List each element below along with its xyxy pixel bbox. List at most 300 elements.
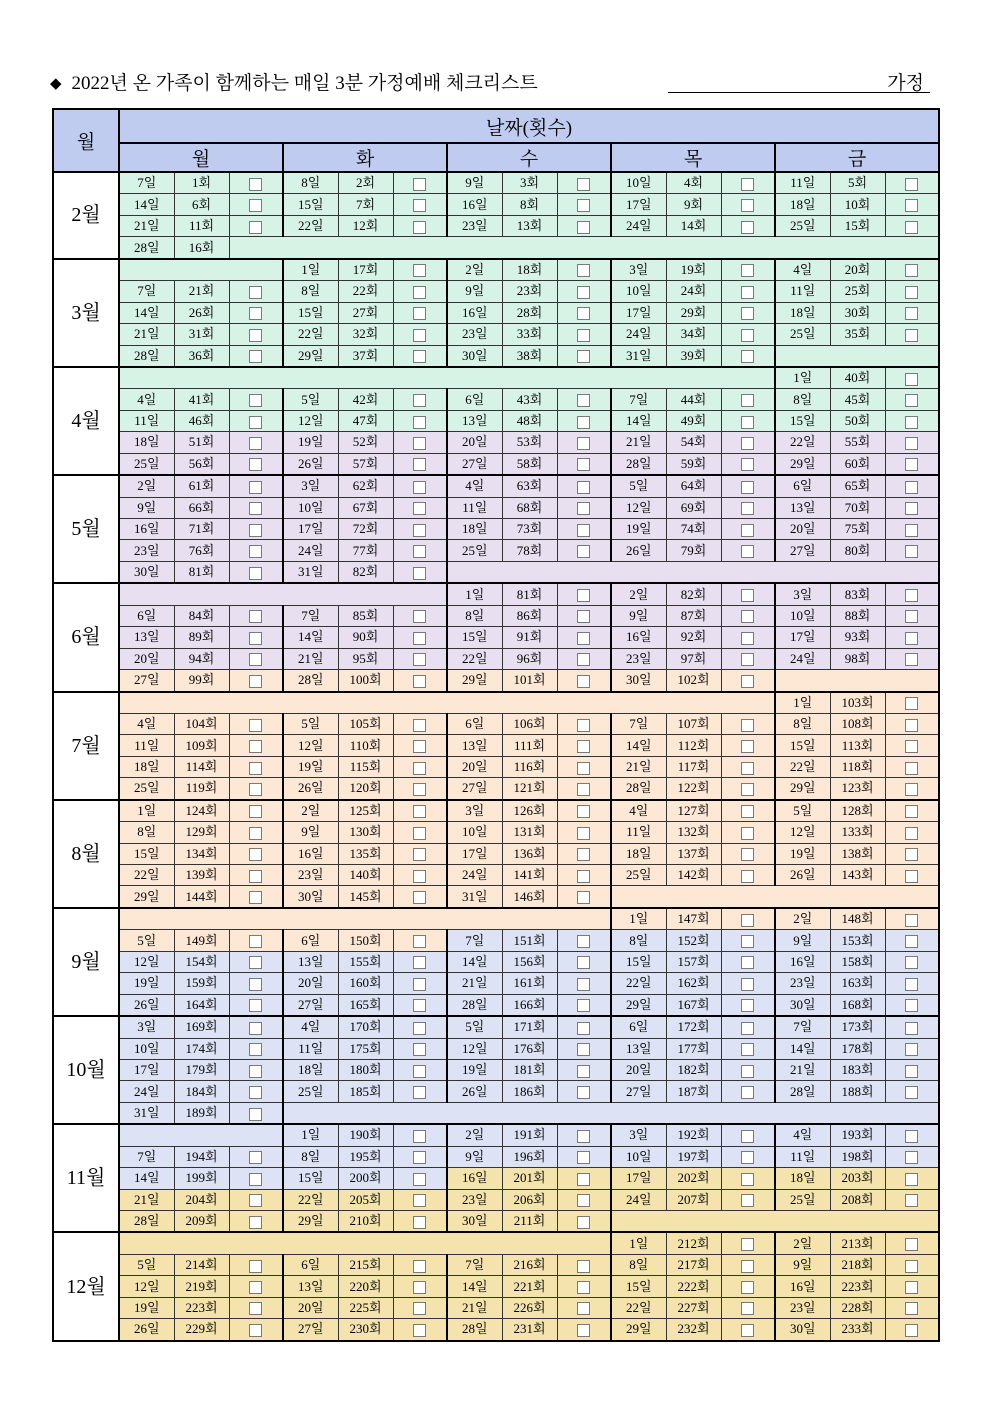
worship-checkbox[interactable] bbox=[413, 762, 426, 775]
worship-checkbox[interactable] bbox=[413, 394, 426, 407]
worship-checkbox[interactable] bbox=[741, 827, 754, 840]
month-label: 3월 bbox=[53, 259, 119, 367]
worship-checkbox[interactable] bbox=[413, 1043, 426, 1056]
checkbox-cell bbox=[557, 475, 611, 497]
worship-checkbox[interactable] bbox=[741, 416, 754, 429]
worship-checkbox[interactable] bbox=[905, 697, 918, 710]
worship-checkbox[interactable] bbox=[741, 1065, 754, 1078]
worship-checkbox[interactable] bbox=[413, 1260, 426, 1273]
worship-checkbox[interactable] bbox=[249, 199, 262, 212]
worship-checkbox[interactable] bbox=[577, 589, 590, 602]
worship-checkbox[interactable] bbox=[741, 1238, 754, 1251]
worship-checkbox[interactable] bbox=[741, 394, 754, 407]
date-cell-wed: 5일 bbox=[447, 1016, 502, 1038]
worship-checkbox[interactable] bbox=[741, 783, 754, 796]
worship-checkbox[interactable] bbox=[577, 1022, 590, 1035]
date-cell-wed: 15일 bbox=[447, 627, 502, 648]
worship-checkbox[interactable] bbox=[741, 329, 754, 342]
worship-checkbox[interactable] bbox=[905, 502, 918, 515]
worship-checkbox[interactable] bbox=[577, 999, 590, 1012]
worship-checkbox[interactable] bbox=[249, 719, 262, 732]
checkbox-cell bbox=[557, 281, 611, 302]
worship-checkbox[interactable] bbox=[905, 999, 918, 1012]
date-cell-fri: 25일 bbox=[775, 324, 830, 345]
worship-checkbox[interactable] bbox=[741, 675, 754, 688]
worship-checkbox[interactable] bbox=[905, 221, 918, 234]
worship-checkbox[interactable] bbox=[905, 870, 918, 883]
worship-checkbox[interactable] bbox=[905, 1065, 918, 1078]
worship-checkbox[interactable] bbox=[249, 458, 262, 471]
worship-checkbox[interactable] bbox=[905, 307, 918, 320]
worship-checkbox[interactable] bbox=[741, 589, 754, 602]
worship-checkbox[interactable] bbox=[741, 1260, 754, 1273]
worship-checkbox[interactable] bbox=[249, 286, 262, 299]
worship-checkbox[interactable] bbox=[413, 978, 426, 991]
worship-checkbox[interactable] bbox=[577, 350, 590, 363]
worship-checkbox[interactable] bbox=[905, 437, 918, 450]
worship-checkbox[interactable] bbox=[249, 978, 262, 991]
checkbox-cell bbox=[229, 1276, 283, 1297]
worship-checkbox[interactable] bbox=[741, 1302, 754, 1315]
worship-checkbox[interactable] bbox=[741, 956, 754, 969]
worship-checkbox[interactable] bbox=[905, 458, 918, 471]
worship-checkbox[interactable] bbox=[577, 524, 590, 537]
worship-checkbox[interactable] bbox=[577, 978, 590, 991]
worship-checkbox[interactable] bbox=[249, 999, 262, 1012]
worship-checkbox[interactable] bbox=[249, 481, 262, 494]
worship-checkbox[interactable] bbox=[249, 567, 262, 580]
worship-checkbox[interactable] bbox=[577, 1130, 590, 1143]
checkbox-cell bbox=[721, 1081, 775, 1102]
count-cell-thu: 44회 bbox=[666, 389, 721, 410]
worship-checkbox[interactable] bbox=[249, 1065, 262, 1078]
worship-checkbox[interactable] bbox=[249, 545, 262, 558]
worship-checkbox[interactable] bbox=[249, 891, 262, 904]
worship-checkbox[interactable] bbox=[413, 264, 426, 277]
worship-checkbox[interactable] bbox=[413, 740, 426, 753]
worship-checkbox[interactable] bbox=[249, 1260, 262, 1273]
worship-checkbox[interactable] bbox=[577, 891, 590, 904]
worship-checkbox[interactable] bbox=[905, 481, 918, 494]
worship-checkbox[interactable] bbox=[741, 653, 754, 666]
worship-checkbox[interactable] bbox=[249, 1281, 262, 1294]
worship-checkbox[interactable] bbox=[741, 286, 754, 299]
worship-checkbox[interactable] bbox=[577, 805, 590, 818]
worship-checkbox[interactable] bbox=[249, 1173, 262, 1186]
worship-checkbox[interactable] bbox=[577, 481, 590, 494]
worship-checkbox[interactable] bbox=[741, 545, 754, 558]
worship-checkbox[interactable] bbox=[249, 935, 262, 948]
worship-checkbox[interactable] bbox=[413, 1216, 426, 1229]
worship-checkbox[interactable] bbox=[577, 740, 590, 753]
worship-checkbox[interactable] bbox=[249, 762, 262, 775]
worship-checkbox[interactable] bbox=[905, 178, 918, 191]
worship-checkbox[interactable] bbox=[905, 373, 918, 386]
worship-checkbox[interactable] bbox=[413, 545, 426, 558]
worship-checkbox[interactable] bbox=[577, 1065, 590, 1078]
worship-checkbox[interactable] bbox=[249, 329, 262, 342]
date-cell-thu: 21일 bbox=[611, 432, 666, 453]
month-label: 4월 bbox=[53, 367, 119, 475]
worship-checkbox[interactable] bbox=[741, 502, 754, 515]
worship-checkbox[interactable] bbox=[413, 329, 426, 342]
family-name-field[interactable] bbox=[668, 68, 930, 93]
worship-checkbox[interactable] bbox=[741, 805, 754, 818]
worship-checkbox[interactable] bbox=[905, 827, 918, 840]
count-cell-mon: 104회 bbox=[174, 713, 229, 734]
worship-checkbox[interactable] bbox=[413, 1194, 426, 1207]
worship-checkbox[interactable] bbox=[577, 1194, 590, 1207]
worship-checkbox[interactable] bbox=[249, 783, 262, 796]
worship-checkbox[interactable] bbox=[905, 1130, 918, 1143]
worship-checkbox[interactable] bbox=[413, 956, 426, 969]
count-cell-mon: 89회 bbox=[174, 627, 229, 648]
worship-checkbox[interactable] bbox=[905, 653, 918, 666]
worship-checkbox[interactable] bbox=[249, 416, 262, 429]
worship-checkbox[interactable] bbox=[249, 502, 262, 515]
worship-checkbox[interactable] bbox=[905, 1302, 918, 1315]
worship-checkbox[interactable] bbox=[905, 1194, 918, 1207]
worship-checkbox[interactable] bbox=[741, 350, 754, 363]
worship-checkbox[interactable] bbox=[413, 502, 426, 515]
checkbox-cell bbox=[557, 843, 611, 864]
count-cell-fri: 163회 bbox=[830, 973, 885, 994]
worship-checkbox[interactable] bbox=[249, 1108, 262, 1121]
worship-checkbox[interactable] bbox=[249, 632, 262, 645]
worship-checkbox[interactable] bbox=[577, 1043, 590, 1056]
worship-checkbox[interactable] bbox=[577, 848, 590, 861]
date-cell-tue: 29일 bbox=[283, 345, 338, 367]
date-cell-wed: 30일 bbox=[447, 345, 502, 367]
worship-checkbox[interactable] bbox=[577, 286, 590, 299]
worship-checkbox[interactable] bbox=[905, 394, 918, 407]
week-row bbox=[53, 302, 939, 323]
worship-checkbox[interactable] bbox=[577, 1260, 590, 1273]
worship-checkbox[interactable] bbox=[413, 675, 426, 688]
worship-checkbox[interactable] bbox=[413, 350, 426, 363]
date-cell-wed: 27일 bbox=[447, 453, 502, 475]
worship-checkbox[interactable] bbox=[577, 502, 590, 515]
week-row bbox=[53, 1146, 939, 1167]
worship-checkbox[interactable] bbox=[413, 1151, 426, 1164]
worship-checkbox[interactable] bbox=[413, 567, 426, 580]
empty-cell bbox=[775, 670, 939, 692]
worship-checkbox[interactable] bbox=[905, 914, 918, 927]
worship-checkbox[interactable] bbox=[905, 329, 918, 342]
worship-checkbox[interactable] bbox=[905, 1173, 918, 1186]
worship-checkbox[interactable] bbox=[905, 783, 918, 796]
checkbox-cell bbox=[721, 1254, 775, 1275]
worship-checkbox[interactable] bbox=[905, 589, 918, 602]
worship-checkbox[interactable] bbox=[249, 1022, 262, 1035]
worship-checkbox[interactable] bbox=[905, 545, 918, 558]
worship-checkbox[interactable] bbox=[577, 632, 590, 645]
worship-checkbox[interactable] bbox=[249, 1302, 262, 1315]
date-cell-wed: 14일 bbox=[447, 951, 502, 972]
count-cell-wed: 156회 bbox=[502, 951, 557, 972]
checkbox-cell bbox=[721, 519, 775, 540]
worship-checkbox[interactable] bbox=[741, 1130, 754, 1143]
worship-checkbox[interactable] bbox=[249, 675, 262, 688]
checkbox-cell bbox=[557, 713, 611, 734]
worship-checkbox[interactable] bbox=[577, 675, 590, 688]
worship-checkbox[interactable] bbox=[741, 870, 754, 883]
worship-checkbox[interactable] bbox=[249, 221, 262, 234]
checkbox-cell bbox=[229, 605, 283, 626]
count-cell-wed: 68회 bbox=[502, 497, 557, 518]
worship-checkbox[interactable] bbox=[413, 999, 426, 1012]
worship-checkbox[interactable] bbox=[577, 935, 590, 948]
worship-checkbox[interactable] bbox=[905, 1086, 918, 1099]
worship-checkbox[interactable] bbox=[413, 783, 426, 796]
worship-checkbox[interactable] bbox=[249, 437, 262, 450]
worship-checkbox[interactable] bbox=[577, 956, 590, 969]
worship-checkbox[interactable] bbox=[577, 610, 590, 623]
worship-checkbox[interactable] bbox=[577, 221, 590, 234]
worship-checkbox[interactable] bbox=[249, 1216, 262, 1229]
worship-checkbox[interactable] bbox=[413, 891, 426, 904]
worship-checkbox[interactable] bbox=[577, 307, 590, 320]
date-cell-tue: 9일 bbox=[283, 822, 338, 843]
worship-checkbox[interactable] bbox=[413, 1022, 426, 1035]
worship-checkbox[interactable] bbox=[905, 199, 918, 212]
worship-checkbox[interactable] bbox=[413, 653, 426, 666]
worship-checkbox[interactable] bbox=[577, 437, 590, 450]
worship-checkbox[interactable] bbox=[741, 1173, 754, 1186]
worship-checkbox[interactable] bbox=[577, 1302, 590, 1315]
worship-checkbox[interactable] bbox=[905, 935, 918, 948]
worship-checkbox[interactable] bbox=[741, 610, 754, 623]
worship-checkbox[interactable] bbox=[741, 1194, 754, 1207]
date-cell-fri: 24일 bbox=[775, 648, 830, 669]
worship-checkbox[interactable] bbox=[413, 1173, 426, 1186]
checkbox-cell bbox=[229, 1081, 283, 1102]
worship-checkbox[interactable] bbox=[577, 827, 590, 840]
date-cell-thu: 18일 bbox=[611, 843, 666, 864]
date-cell-tue: 28일 bbox=[283, 670, 338, 692]
worship-checkbox[interactable] bbox=[413, 1086, 426, 1099]
worship-checkbox[interactable] bbox=[905, 1260, 918, 1273]
worship-checkbox[interactable] bbox=[741, 719, 754, 732]
worship-checkbox[interactable] bbox=[741, 437, 754, 450]
date-cell-mon: 17일 bbox=[119, 1059, 174, 1080]
diamond-bullet-icon: ◆ bbox=[50, 76, 62, 92]
worship-checkbox[interactable] bbox=[577, 783, 590, 796]
worship-checkbox[interactable] bbox=[905, 956, 918, 969]
worship-checkbox[interactable] bbox=[413, 416, 426, 429]
count-cell-mon: 139회 bbox=[174, 865, 229, 886]
worship-checkbox[interactable] bbox=[413, 827, 426, 840]
worship-checkbox[interactable] bbox=[413, 524, 426, 537]
worship-checkbox[interactable] bbox=[741, 935, 754, 948]
worship-checkbox[interactable] bbox=[577, 416, 590, 429]
checkbox-cell bbox=[229, 540, 283, 561]
count-cell-thu: 69회 bbox=[666, 497, 721, 518]
worship-checkbox[interactable] bbox=[249, 610, 262, 623]
worship-checkbox[interactable] bbox=[577, 178, 590, 191]
worship-checkbox[interactable] bbox=[413, 221, 426, 234]
worship-checkbox[interactable] bbox=[249, 827, 262, 840]
worship-checkbox[interactable] bbox=[413, 458, 426, 471]
count-cell-thu: 19회 bbox=[666, 259, 721, 281]
worship-checkbox[interactable] bbox=[577, 1173, 590, 1186]
worship-checkbox[interactable] bbox=[577, 1324, 590, 1337]
date-cell-wed: 4일 bbox=[447, 475, 502, 497]
worship-checkbox[interactable] bbox=[905, 286, 918, 299]
worship-checkbox[interactable] bbox=[905, 1151, 918, 1164]
worship-checkbox[interactable] bbox=[577, 199, 590, 212]
worship-checkbox[interactable] bbox=[741, 264, 754, 277]
checkbox-cell bbox=[721, 172, 775, 194]
worship-checkbox[interactable] bbox=[249, 1086, 262, 1099]
worship-checkbox[interactable] bbox=[577, 1216, 590, 1229]
worship-checkbox[interactable] bbox=[741, 999, 754, 1012]
worship-checkbox[interactable] bbox=[577, 329, 590, 342]
worship-checkbox[interactable] bbox=[905, 762, 918, 775]
worship-checkbox[interactable] bbox=[413, 1130, 426, 1143]
worship-checkbox[interactable] bbox=[413, 286, 426, 299]
worship-checkbox[interactable] bbox=[741, 1086, 754, 1099]
count-cell-tue: 12회 bbox=[338, 215, 393, 236]
worship-checkbox[interactable] bbox=[249, 1324, 262, 1337]
date-cell-mon: 21일 bbox=[119, 324, 174, 345]
count-cell-fri: 188회 bbox=[830, 1081, 885, 1102]
worship-checkbox[interactable] bbox=[413, 481, 426, 494]
worship-checkbox[interactable] bbox=[413, 719, 426, 732]
worship-checkbox[interactable] bbox=[741, 914, 754, 927]
worship-checkbox[interactable] bbox=[249, 1151, 262, 1164]
checkbox-cell bbox=[393, 735, 447, 756]
worship-checkbox[interactable] bbox=[249, 524, 262, 537]
worship-checkbox[interactable] bbox=[577, 719, 590, 732]
worship-checkbox[interactable] bbox=[249, 805, 262, 818]
date-cell-fri: 2일 bbox=[775, 908, 830, 930]
worship-checkbox[interactable] bbox=[741, 978, 754, 991]
worship-checkbox[interactable] bbox=[905, 264, 918, 277]
worship-checkbox[interactable] bbox=[905, 848, 918, 861]
worship-checkbox[interactable] bbox=[741, 481, 754, 494]
date-cell-thu: 1일 bbox=[611, 1232, 666, 1254]
worship-checkbox[interactable] bbox=[413, 632, 426, 645]
worship-checkbox[interactable] bbox=[741, 762, 754, 775]
worship-checkbox[interactable] bbox=[577, 762, 590, 775]
worship-checkbox[interactable] bbox=[413, 1302, 426, 1315]
worship-checkbox[interactable] bbox=[413, 1065, 426, 1078]
date-cell-thu: 10일 bbox=[611, 1146, 666, 1167]
worship-checkbox[interactable] bbox=[577, 394, 590, 407]
checkbox-cell bbox=[557, 886, 611, 908]
worship-checkbox[interactable] bbox=[741, 199, 754, 212]
worship-checkbox[interactable] bbox=[413, 1281, 426, 1294]
checkbox-cell bbox=[393, 1189, 447, 1210]
worship-checkbox[interactable] bbox=[741, 740, 754, 753]
worship-checkbox[interactable] bbox=[741, 524, 754, 537]
worship-checkbox[interactable] bbox=[413, 870, 426, 883]
worship-checkbox[interactable] bbox=[413, 610, 426, 623]
worship-checkbox[interactable] bbox=[905, 719, 918, 732]
checkbox-cell bbox=[229, 843, 283, 864]
checkbox-cell bbox=[557, 215, 611, 236]
checkbox-cell bbox=[229, 432, 283, 453]
worship-checkbox[interactable] bbox=[577, 1151, 590, 1164]
empty-cell bbox=[119, 1232, 611, 1254]
worship-checkbox[interactable] bbox=[249, 870, 262, 883]
worship-checkbox[interactable] bbox=[413, 437, 426, 450]
worship-checkbox[interactable] bbox=[577, 1281, 590, 1294]
worship-checkbox[interactable] bbox=[905, 1281, 918, 1294]
worship-checkbox[interactable] bbox=[577, 870, 590, 883]
worship-checkbox[interactable] bbox=[577, 653, 590, 666]
worship-checkbox[interactable] bbox=[741, 1151, 754, 1164]
worship-checkbox[interactable] bbox=[741, 848, 754, 861]
worship-checkbox[interactable] bbox=[905, 740, 918, 753]
date-cell-wed: 16일 bbox=[447, 194, 502, 215]
worship-checkbox[interactable] bbox=[413, 199, 426, 212]
worship-checkbox[interactable] bbox=[741, 178, 754, 191]
worship-checkbox[interactable] bbox=[905, 632, 918, 645]
count-cell-thu: 197회 bbox=[666, 1146, 721, 1167]
worship-checkbox[interactable] bbox=[577, 458, 590, 471]
worship-checkbox[interactable] bbox=[249, 394, 262, 407]
worship-checkbox[interactable] bbox=[905, 1238, 918, 1251]
worship-checkbox[interactable] bbox=[905, 978, 918, 991]
worship-checkbox[interactable] bbox=[905, 524, 918, 537]
worship-checkbox[interactable] bbox=[741, 458, 754, 471]
worship-checkbox[interactable] bbox=[249, 350, 262, 363]
worship-checkbox[interactable] bbox=[905, 416, 918, 429]
worship-checkbox[interactable] bbox=[249, 1043, 262, 1056]
worship-checkbox[interactable] bbox=[741, 1324, 754, 1337]
worship-checkbox[interactable] bbox=[249, 307, 262, 320]
worship-checkbox[interactable] bbox=[413, 307, 426, 320]
checkbox-cell bbox=[557, 865, 611, 886]
worship-checkbox[interactable] bbox=[249, 740, 262, 753]
worship-checkbox[interactable] bbox=[741, 1043, 754, 1056]
date-cell-tue: 5일 bbox=[283, 713, 338, 734]
month-label: 8월 bbox=[53, 800, 119, 908]
worship-checkbox[interactable] bbox=[577, 264, 590, 277]
worship-checkbox[interactable] bbox=[249, 848, 262, 861]
worship-checkbox[interactable] bbox=[741, 1022, 754, 1035]
worship-checkbox[interactable] bbox=[249, 178, 262, 191]
count-cell-fri: 10회 bbox=[830, 194, 885, 215]
worship-checkbox[interactable] bbox=[741, 1281, 754, 1294]
worship-checkbox[interactable] bbox=[905, 1324, 918, 1337]
worship-checkbox[interactable] bbox=[905, 805, 918, 818]
worship-checkbox[interactable] bbox=[413, 1324, 426, 1337]
worship-checkbox[interactable] bbox=[249, 1194, 262, 1207]
count-cell-tue: 90회 bbox=[338, 627, 393, 648]
worship-checkbox[interactable] bbox=[577, 1086, 590, 1099]
worship-checkbox[interactable] bbox=[905, 610, 918, 623]
worship-checkbox[interactable] bbox=[741, 632, 754, 645]
worship-checkbox[interactable] bbox=[741, 307, 754, 320]
count-cell-tue: 215회 bbox=[338, 1254, 393, 1275]
date-cell-thu: 22일 bbox=[611, 1297, 666, 1318]
worship-checkbox[interactable] bbox=[413, 848, 426, 861]
worship-checkbox[interactable] bbox=[249, 653, 262, 666]
worship-checkbox[interactable] bbox=[413, 178, 426, 191]
worship-checkbox[interactable] bbox=[905, 1043, 918, 1056]
worship-checkbox[interactable] bbox=[741, 221, 754, 234]
count-cell-fri: 153회 bbox=[830, 930, 885, 951]
worship-checkbox[interactable] bbox=[577, 545, 590, 558]
checkbox-cell bbox=[229, 1254, 283, 1275]
worship-checkbox[interactable] bbox=[413, 805, 426, 818]
worship-checkbox[interactable] bbox=[413, 935, 426, 948]
worship-checkbox[interactable] bbox=[249, 956, 262, 969]
worship-checkbox[interactable] bbox=[905, 1022, 918, 1035]
